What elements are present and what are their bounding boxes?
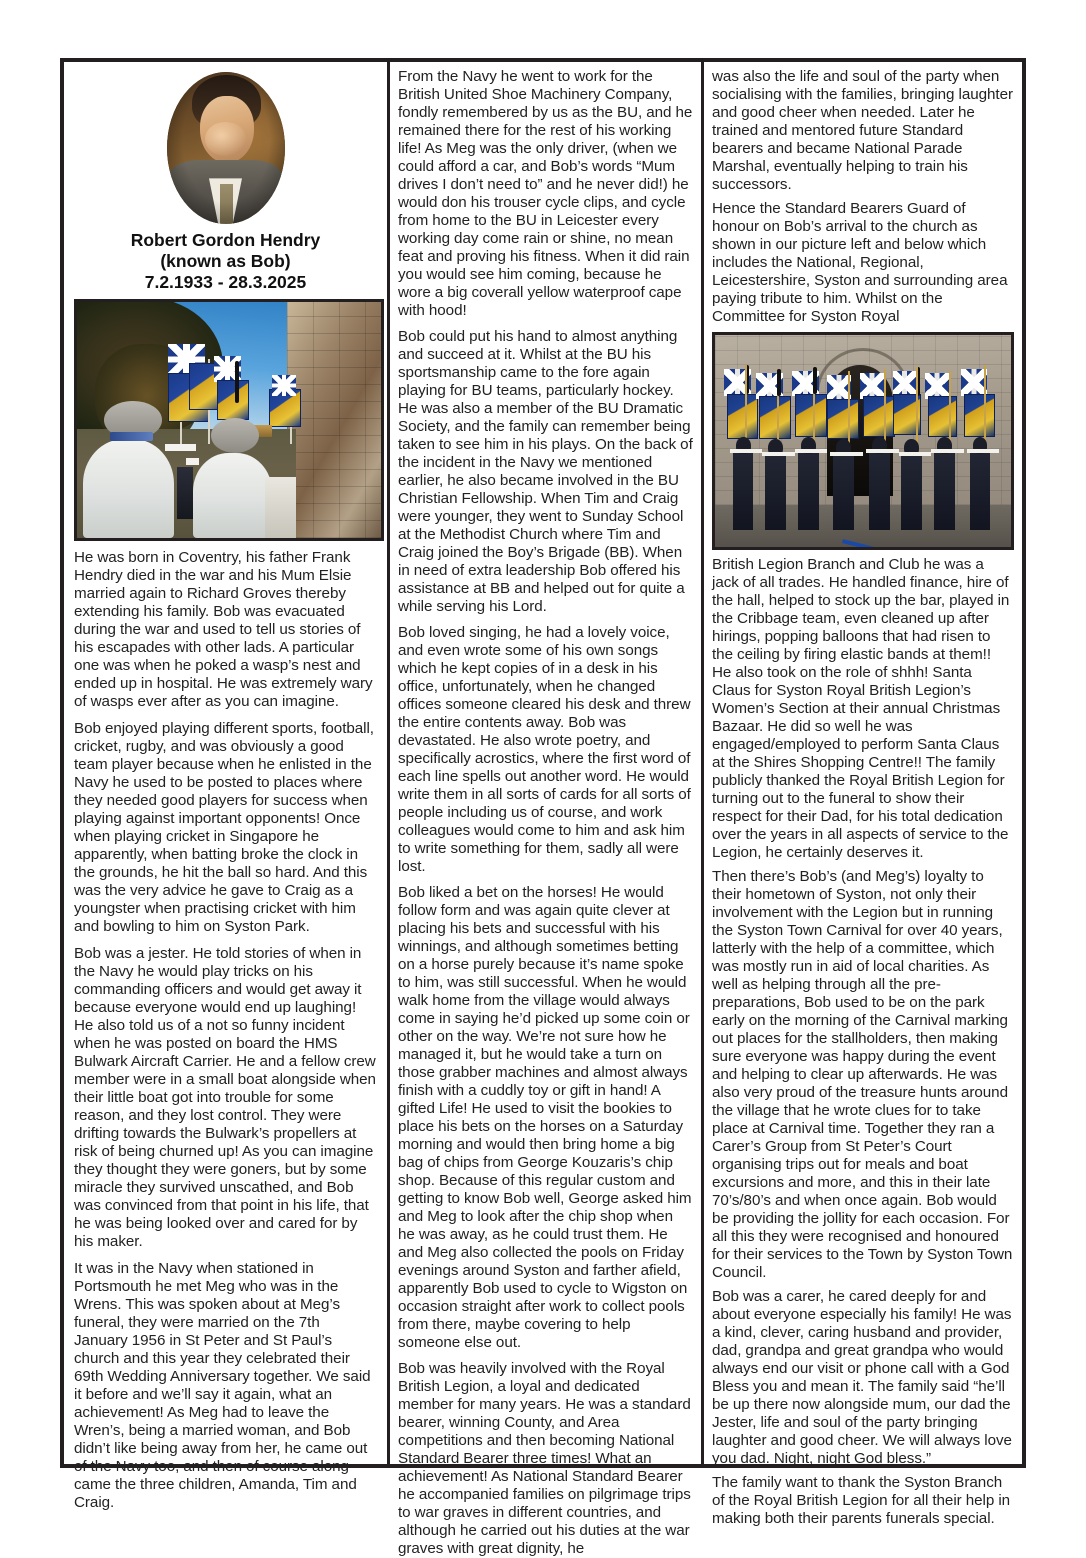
paragraph: From the Navy he went to work for the British United Shoe Machinery Company, fondly remembered by us as the BU, and he remained there for the rest of his working life! As Meg was the only driver, (when we could afford a car, and Bob’s words “Mum drives I don’t need to” and he never did!) he would don his trouser cycle clips, and cycle from home to the BU in Leicester every working day come rain or shine, no mean feat and proving his fitness. When it did rain you would see him coming, because he wore a big coverall yellow waterproof cape with hood!: [398, 68, 693, 319]
clergy-figure: [83, 439, 174, 538]
portrait-vignette: [167, 72, 285, 224]
legion-standard: [795, 394, 827, 436]
white-glove: [762, 452, 795, 456]
mourning-crepe: [813, 367, 817, 395]
standard-bearer: [733, 450, 754, 531]
union-flag-icon: [272, 375, 296, 396]
standard-bearer: [798, 450, 819, 531]
standard-bearer: [833, 452, 854, 530]
white-glove: [931, 449, 964, 453]
white-glove: [830, 452, 863, 456]
white-glove: [186, 458, 198, 465]
procession-photo: [74, 299, 384, 541]
union-flag-icon: [925, 373, 949, 398]
flagpole: [984, 365, 986, 450]
union-flag-icon: [961, 369, 988, 397]
white-glove: [866, 449, 899, 453]
legion-standard: [863, 396, 895, 436]
paragraph: He was born in Coventry, his father Frank Hendry died in the war and his Mum Elsie married again to Richard Groves thereby extending his family. Bob was evacuated during the war and used to tell us stories of his escapades with other lads. A particular one was when he poked a wasp’s nest and ended up in hospital. He was extremely wary of wasps ever after as you can imagine.: [74, 549, 373, 710]
white-glove: [730, 449, 763, 453]
paragraph: Bob was a jester. He told stories of when in the Navy he would play tricks on his commanding officers and would get away it because everyone would end up laughing! He also told us of a not so funny incident when he was posted on board the HMS Bulwark Aircraft Carrier. He and a fellow crew member were in a small boat alongside when their little boat got into trouble for some reason, and they lost control. They were drifting towards the Bulwark’s propellers at risk of being churned up! As you can imagine they thought they were goners, but by some miracle they survived unscathed, and Bob was convinced from that point in his life, that he was being looked over and cared for by his maker.: [74, 945, 376, 1250]
standard-bearer: [901, 452, 922, 530]
paragraph: Bob was a carer, he cared deeply for and about everyone especially his family! He was a kind, clever, caring husband and provider, dad, grandpa and great grandpa who would always end our visit or phone call with a God Bless you and mean it. The family said “he’ll be up there now alongside mum, our dad the Jester, life and soul of the party bringing laughter and good cheer. We will always love you dad. Night, night God bless.”: [712, 1288, 1012, 1467]
deceased-known-as: (known as Bob): [160, 251, 291, 271]
clergy-figure: [193, 453, 272, 538]
standard-bearer: [177, 467, 192, 519]
standard-bearer: [869, 450, 890, 531]
paragraph: Hence the Standard Bearers Guard of honour on Bob’s arrival to the church as shown in our picture left and below which includes the National, Regional, Leicestershire, Syston and surrounding area paying tribute to him. Whilst on the Committee for Syston Royal: [712, 200, 1008, 325]
clergy-head: [211, 418, 260, 453]
union-flag-icon: [860, 373, 884, 398]
paragraph: The family want to thank the Syston Branch of the Royal British Legion for all their help in making both their parents funerals special.: [712, 1474, 1011, 1527]
legion-standard: [759, 396, 791, 438]
paragraph: Then there’s Bob’s (and Meg’s) loyalty to their hometown of Syston, not only their involvement with the Legion but in running the Syston Town Carnival for over 40 years, latterly with the help of a committee, which was mostly run in aid of local charities. As well as helping through all the pre-preparations, Bob used to be on the park early on the morning of the Carnival marking out places for the stallholders, then making sure everyone was happy during the event and helping to clear up afterwards. He was also very proud of the treasure hunts around the village that he wrote clues for to take place at Carnival time. Together they ran a Carer’s Group from St Peter’s Court organising trips out for meals and boat excursions and more, and this in their late 70’s/80’s and when once again. Bob would be providing the jollity for each occasion. For all this they were recognised and honoured for their services to the Town by Syston Town Council.: [712, 868, 1013, 1281]
paragraph: British Legion Branch and Club he was a jack of all trades. He handled finance, hire of the hall, helped to stock up the bar, played in the Cribbage team, even cleaned up after hirings, popping balloons that had risen to the ceiling by firing elastic bands at them!! He also took on the role of shhh! Santa Claus for Syston Royal British Legion’s Women’s Section at their annual Christmas Bazaar. He did so well he was engaged/employed to perform Santa Claus at the Shires Shopping Centre!! The family publicly thanked the Royal British Legion for turning out to the funeral to show their respect for their Dad, for his total dedication over the years in all aspects of service to the Legion, he certainly deserves it.: [712, 556, 1010, 861]
standard-bearer: [934, 450, 955, 531]
flagpole: [848, 371, 850, 452]
paragraph: Bob was heavily involved with the Royal British Legion, a loyal and dedicated member for many years. He was a standard bearer, winning County, and Area competitions and then becoming National Standard Bearer three times! What an achievement! As National Standard Bearer he accompanied families on pilgrimage trips to war graves in different countries, and although he carried out his duties at the war graves with great dignity, he: [398, 1360, 691, 1557]
left-column: [64, 62, 390, 1511]
deceased-dates: 7.2.1933 - 28.3.2025: [144, 272, 307, 292]
portrait-photo: [167, 72, 285, 224]
memorial-page-frame: [60, 58, 1026, 1557]
paragraph: Bob liked a bet on the horses! He would follow form and was again quite clever at placing his bets and successful with his winnings, and although sometimes betting on a horse purely because it’s name spoke to him, was still successful. When he would walk home from the village would always come in saying he’d picked up some coin or other on the way. We’re not sure how he managed it, but he would take a turn on those grabber machines and almost always finish with a cuddly toy or gift in hand! A gifted Life! He used to visit the bookies to place his bets on the horses on a Saturday morning and would then bring home a big bag of chips from George Kouzaris’s chip shop. Because of this regular custom and getting to know Bob well, George asked him and Meg to look after the chip shop when he was away, as he could trust them. He and Meg also collected the pools on Friday evenings around Syston and farther afield, apparently Bob used to cycle to Wigston on occasion straight after work to collect pools from there, maybe covering to help someone else out.: [398, 884, 692, 1351]
photo-ground: [715, 505, 1011, 547]
paragraph: Bob loved singing, he had a lovely voice, and even wrote some of his own songs which he kept copies of in a desk in his office, unfortunately, when he changed offices someone cleared his desk and threw the entire contents away. Bob was devastated. He also wrote poetry, and specifically acrostics, where the first word of each line spells out another word. He would write them in all sorts of cards for all sorts of people including us of course, and work colleagues would come to him and ask him to write something for them, sadly all were lost.: [398, 624, 691, 875]
legion-standard: [727, 394, 759, 438]
mourning-crepe: [235, 361, 239, 403]
union-flag-icon: [893, 371, 917, 396]
paragraph: Bob enjoyed playing different sports, football, cricket, rugby, and was obviously a good team player because when he enlisted in the Navy he used to be posted to places where they needed good players for success when playing against important opponents! Once when playing cricket in Singapore he apparently, when batting broke the clock in the grounds, he hit the ball so hard. And this was the very advice he gave to Craig as a youngster when practising cricket with him and bowling to him on Syston Park.: [74, 720, 374, 935]
legion-standard: [217, 380, 249, 420]
headstone: [265, 477, 295, 538]
white-glove: [165, 444, 195, 451]
mourning-crepe: [777, 369, 781, 397]
white-glove: [967, 449, 1000, 453]
flagpole: [916, 367, 918, 450]
white-glove: [899, 452, 932, 456]
memorial-name-block: [74, 230, 377, 293]
paragraph: was also the life and soul of the party when socialising with the families, bringing laughter and good cheer when needed. Later he trained and mentored future Standard bearers and became National Parade Marshal, eventually helping to train his successors.: [712, 68, 1014, 193]
white-glove: [795, 449, 828, 453]
memorial-header: [74, 68, 377, 299]
clergy-stole: [110, 432, 153, 441]
right-column: [704, 62, 1022, 1527]
legion-standard: [928, 396, 957, 436]
deceased-name: Robert Gordon Hendry: [130, 230, 321, 250]
paragraph: It was in the Navy when stationed in Portsmouth he met Meg who was in the Wrens. This was spoken about at Meg’s funeral, they were married on the 7th January 1956 in St Peter and St Paul’s church and this year they celebrated their 69th Wedding Anniversary together. We said it before and we’ll say it again, what an achievement! As Meg had to leave the Wren’s, being a married woman, and Bob didn’t like being away from her, he came out of the Navy too, and then of course along came the three children, Amanda, Tim and Craig.: [74, 1260, 371, 1511]
paragraph: Bob could put his hand to almost anything and succeed at it. Whilst at the BU his sportsmanship came to the fore again playing for BU teams, particularly hockey. He was also a member of the BU Dramatic Society, and the family can remember being taken to see him in his plays. On the back of the incident in the Navy we mentioned earlier, he also became involved in the BU Christian Fellowship. When Tim and Craig were younger, they went to Sunday School at the Methodist Church where Tim and Craig joined the Boy’s Brigade (BB). When in need of extra leadership Bob offered his assistance at BB and helped out for quite a while serving his Lord.: [398, 328, 693, 615]
guard-of-honour-photo: [712, 332, 1014, 550]
standard-bearer: [970, 450, 991, 531]
middle-column: [390, 62, 704, 1557]
standard-bearer: [765, 452, 786, 530]
legion-standard: [964, 394, 996, 436]
portrait-oval-frame: [167, 72, 285, 224]
legion-standard: [827, 399, 859, 439]
